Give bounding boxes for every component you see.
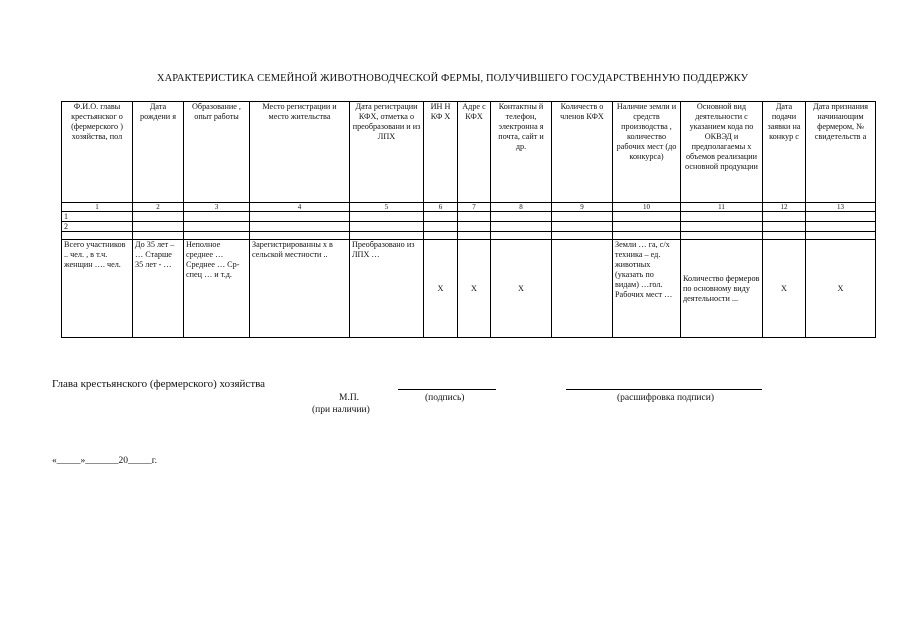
- row-number: 1: [62, 212, 133, 222]
- header-cell: Дата регистрации КФХ, отметка о преобразовани и из ЛПХ: [350, 102, 424, 203]
- row-number: 2: [62, 222, 133, 232]
- column-number: 8: [491, 203, 552, 212]
- column-number: 7: [458, 203, 491, 212]
- header-cell: Дата рождени я: [133, 102, 184, 203]
- column-number: 4: [250, 203, 350, 212]
- summary-cell: Всего участников .. чел. , в т.ч. женщин …. чел.: [62, 240, 133, 338]
- stamp-note: (при наличии): [312, 405, 370, 415]
- header-cell: Ф.И.О. главы крестьянског о (фермерского ) хозяйства, пол: [62, 102, 133, 203]
- signature-caption: (подпись): [425, 393, 465, 403]
- summary-cell: Х: [763, 240, 806, 338]
- header-cell: Основной вид деятельности с указанием кода по ОКВЭД и предполагаемы х объемов реализации основной продукции: [681, 102, 763, 203]
- decoding-line: [566, 389, 762, 390]
- table-row: [62, 222, 876, 232]
- summary-row: [62, 240, 876, 338]
- column-number: 1: [62, 203, 133, 212]
- stamp-label: М.П.: [339, 393, 360, 403]
- head-of-farm-label: Глава крестьянского (фермерского) хозяйства: [52, 378, 266, 390]
- summary-cell: До 35 лет – … Старше 35 лет - …: [133, 240, 184, 338]
- header-cell: Количеств о членов КФХ: [552, 102, 613, 203]
- header-cell: Дата подачи заявки на конкур с: [763, 102, 806, 203]
- column-number: 3: [184, 203, 250, 212]
- summary-cell: Зарегистрированны х в сельской местности ..: [250, 240, 350, 338]
- column-number: 10: [613, 203, 681, 212]
- header-cell: Образование , опыт работы: [184, 102, 250, 203]
- column-number: 9: [552, 203, 613, 212]
- date-line: «_____»_______20_____г.: [52, 456, 157, 466]
- header-row: [62, 102, 876, 203]
- table-row: [62, 232, 876, 240]
- summary-cell: Количество фермеров по основному виду деятельности ...: [681, 240, 763, 338]
- header-cell: Дата признания начинающим фермером, № свидетельств а: [806, 102, 876, 203]
- summary-cell: Х: [424, 240, 458, 338]
- column-number: 11: [681, 203, 763, 212]
- column-number: 5: [350, 203, 424, 212]
- decoding-caption: (расшифровка подписи): [617, 393, 714, 403]
- column-number: 6: [424, 203, 458, 212]
- summary-cell: Земли … га, с/х техника – ед. животных (указать по видам) …гол. Рабочих мест …: [613, 240, 681, 338]
- header-cell: Контактны й телефон, электронна я почта, сайт и др.: [491, 102, 552, 203]
- farm-characteristics-table: [61, 101, 876, 338]
- summary-cell: Х: [458, 240, 491, 338]
- header-cell: ИН Н КФ Х: [424, 102, 458, 203]
- column-number: 13: [806, 203, 876, 212]
- header-cell: Наличие земли и средств производства , количество рабочих мест (до конкурса): [613, 102, 681, 203]
- summary-cell: Преобразовано из ЛПХ …: [350, 240, 424, 338]
- column-number: 12: [763, 203, 806, 212]
- header-cell: Место регистрации и место жительства: [250, 102, 350, 203]
- column-number: 2: [133, 203, 184, 212]
- summary-cell: Х: [806, 240, 876, 338]
- summary-cell: Х: [491, 240, 552, 338]
- document-title: ХАРАКТЕРИСТИКА СЕМЕЙНОЙ ЖИВОТНОВОДЧЕСКОЙ ФЕРМЫ, ПОЛУЧИВШЕГО ГОСУДАРСТВЕННУЮ ПОДДЕРЖКУ: [156, 73, 749, 84]
- summary-cell: [552, 240, 613, 338]
- table-row: [62, 212, 876, 222]
- header-cell: Адре с КФХ: [458, 102, 491, 203]
- signature-line: [398, 389, 496, 390]
- column-number-row: [62, 203, 876, 212]
- summary-cell: Неполное среднее … Среднее … Ср-спец … и т.д.: [184, 240, 250, 338]
